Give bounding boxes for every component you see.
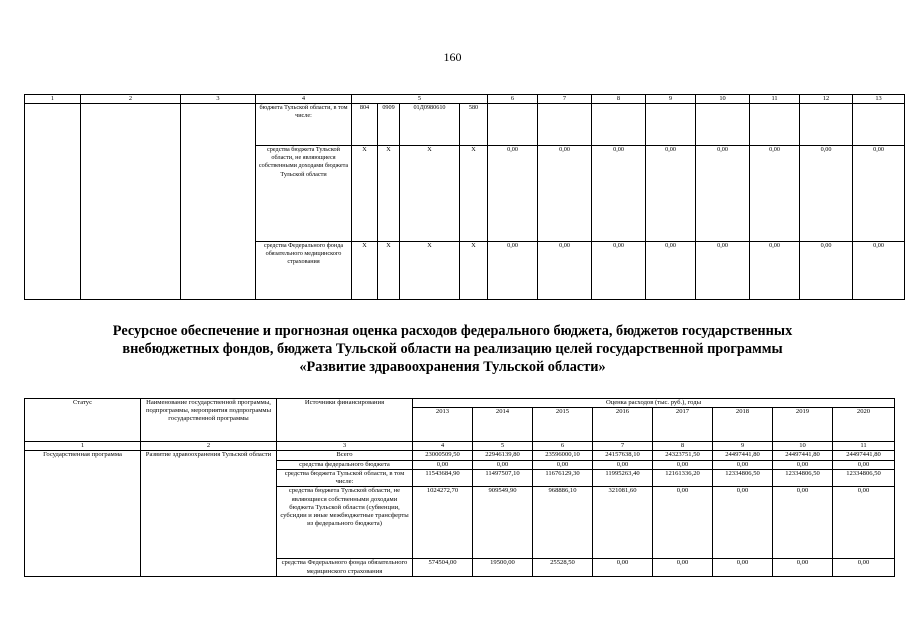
code-cell: X [378, 242, 400, 300]
value-cell [538, 104, 592, 146]
value-cell [592, 104, 646, 146]
code-cell: 580 [460, 104, 488, 146]
value-cell: 24497441,80 [713, 451, 773, 460]
year-header: 2020 [833, 408, 895, 442]
value-cell: 0,00 [773, 487, 833, 559]
source-cell: средства федерального бюджета [277, 460, 413, 469]
value-cell: 0,00 [833, 487, 895, 559]
program-name-cell: Развитие здравоохранения Тульской области [141, 451, 277, 576]
top-col-4: 4 [256, 95, 352, 104]
top-empty-cell [25, 104, 81, 300]
column-number: 6 [533, 442, 593, 451]
value-cell: 0,00 [750, 146, 800, 242]
top-col-5: 5 [352, 95, 488, 104]
value-cell [750, 104, 800, 146]
value-cell: 25528,50 [533, 559, 593, 576]
value-cell: 0,00 [413, 460, 473, 469]
code-cell: X [400, 242, 460, 300]
value-cell: 12334806,50 [773, 469, 833, 486]
value-cell: 0,00 [488, 242, 538, 300]
year-header: 2017 [653, 408, 713, 442]
year-header: 2014 [473, 408, 533, 442]
status-cell: Государственная программа [25, 451, 141, 576]
value-cell: 0,00 [713, 559, 773, 576]
heading-line-2: внебюджетных фондов, бюджета Тульской области на реализацию целей государственной программы [122, 341, 783, 357]
top-col-6: 6 [488, 95, 538, 104]
top-col-8: 8 [592, 95, 646, 104]
value-cell: 0,00 [653, 460, 713, 469]
code-cell: 01Д0980610 [400, 104, 460, 146]
year-header: 2018 [713, 408, 773, 442]
top-col-13: 13 [853, 95, 905, 104]
col-status-header: Статус [25, 399, 141, 442]
source-cell: Всего [277, 451, 413, 460]
value-cell: 574504,00 [413, 559, 473, 576]
top-col-7: 7 [538, 95, 592, 104]
value-cell: 0,00 [593, 460, 653, 469]
column-number: 8 [653, 442, 713, 451]
value-cell: 0,00 [750, 242, 800, 300]
value-cell: 0,00 [773, 460, 833, 469]
source-cell: средства Федерального фонда обязательного медицинского страхования [256, 242, 352, 300]
code-cell: X [460, 146, 488, 242]
table-row [25, 104, 905, 146]
value-cell: 321081,60 [593, 487, 653, 559]
value-cell: 0,00 [653, 487, 713, 559]
top-empty-cell [81, 104, 181, 300]
value-cell: 0,00 [488, 146, 538, 242]
source-cell: средства бюджета Тульской области, в том числе: [277, 469, 413, 486]
value-cell [853, 104, 905, 146]
source-cell: средства бюджета Тульской области, не являющиеся собственными доходами бюджета Тульской области [256, 146, 352, 242]
value-cell: 12334806,50 [833, 469, 895, 486]
value-cell [646, 104, 696, 146]
code-cell: X [460, 242, 488, 300]
code-cell: X [378, 146, 400, 242]
source-cell: средства бюджета Тульской области, не являющиеся собственными доходами бюджета Тульской области (субвенции, субсидии и иные межбюджетные трансферты из федерального бюджета) [277, 487, 413, 559]
value-cell [696, 104, 750, 146]
value-cell: 0,00 [592, 242, 646, 300]
value-cell: 23000509,50 [413, 451, 473, 460]
heading-line-1: Ресурсное обеспечение и прогнозная оценка расходов федерального бюджета, бюджетов государственных [112, 323, 793, 339]
value-cell: 22946139,80 [473, 451, 533, 460]
value-cell: 0,00 [713, 487, 773, 559]
value-cell: 0,00 [853, 146, 905, 242]
value-cell: 24497441,80 [833, 451, 895, 460]
value-cell: 12161336,20 [653, 469, 713, 486]
col-estimate-header: Оценка расходов (тыс. руб.), годы [413, 399, 895, 408]
resource-table-header-row [25, 399, 895, 408]
column-number: 1 [25, 442, 141, 451]
top-table [24, 94, 905, 300]
value-cell: 0,00 [833, 559, 895, 576]
year-header: 2019 [773, 408, 833, 442]
year-header: 2015 [533, 408, 593, 442]
value-cell: 0,00 [533, 460, 593, 469]
code-cell: 0909 [378, 104, 400, 146]
table-row [25, 451, 895, 460]
code-cell: X [352, 146, 378, 242]
top-table-header-row [25, 95, 905, 104]
top-col-1: 1 [25, 95, 81, 104]
value-cell: 0,00 [713, 460, 773, 469]
value-cell: 0,00 [538, 242, 592, 300]
column-number: 3 [277, 442, 413, 451]
col-source-header: Источники финансирования [277, 399, 413, 442]
top-col-12: 12 [800, 95, 853, 104]
value-cell: 23596000,10 [533, 451, 593, 460]
column-number: 9 [713, 442, 773, 451]
resource-table [24, 398, 895, 577]
top-col-2: 2 [81, 95, 181, 104]
value-cell: 0,00 [653, 559, 713, 576]
value-cell: 0,00 [853, 242, 905, 300]
value-cell [488, 104, 538, 146]
value-cell: 909549,90 [473, 487, 533, 559]
value-cell: 0,00 [473, 460, 533, 469]
value-cell: 0,00 [538, 146, 592, 242]
column-number: 5 [473, 442, 533, 451]
column-number: 11 [833, 442, 895, 451]
col-name-header: Наименование государственной программы, подпрограммы, мероприятия подпрограммы государственной программы [141, 399, 277, 442]
value-cell: 0,00 [646, 242, 696, 300]
code-cell: X [400, 146, 460, 242]
value-cell: 0,00 [646, 146, 696, 242]
value-cell: 0,00 [800, 242, 853, 300]
value-cell: 968886,10 [533, 487, 593, 559]
value-cell: 0,00 [696, 242, 750, 300]
column-numbers-row [25, 442, 895, 451]
column-number: 2 [141, 442, 277, 451]
top-empty-cell [181, 104, 256, 300]
top-col-11: 11 [750, 95, 800, 104]
code-cell: X [352, 242, 378, 300]
value-cell: 11995263,40 [593, 469, 653, 486]
value-cell: 0,00 [773, 559, 833, 576]
value-cell: 11497507,10 [473, 469, 533, 486]
value-cell: 24323751,50 [653, 451, 713, 460]
column-number: 4 [413, 442, 473, 451]
value-cell: 0,00 [833, 460, 895, 469]
value-cell: 11676129,30 [533, 469, 593, 486]
column-number: 7 [593, 442, 653, 451]
column-number: 10 [773, 442, 833, 451]
value-cell: 0,00 [592, 146, 646, 242]
source-cell: бюджета Тульской области, в том числе: [256, 104, 352, 146]
value-cell: 12334806,50 [713, 469, 773, 486]
top-col-3: 3 [181, 95, 256, 104]
value-cell: 24497441,80 [773, 451, 833, 460]
section-heading [0, 322, 905, 376]
code-cell: 804 [352, 104, 378, 146]
page-number: 160 [443, 50, 462, 64]
value-cell: 11543684,90 [413, 469, 473, 486]
value-cell [800, 104, 853, 146]
top-col-10: 10 [696, 95, 750, 104]
value-cell: 0,00 [696, 146, 750, 242]
value-cell: 0,00 [800, 146, 853, 242]
source-cell: средства Федерального фонда обязательного медицинского страхования [277, 559, 413, 576]
year-header: 2016 [593, 408, 653, 442]
value-cell: 19500,00 [473, 559, 533, 576]
value-cell: 1024272,70 [413, 487, 473, 559]
value-cell: 0,00 [593, 559, 653, 576]
value-cell: 24157638,10 [593, 451, 653, 460]
year-header: 2013 [413, 408, 473, 442]
heading-line-3: «Развитие здравоохранения Тульской области» [299, 359, 606, 375]
top-col-9: 9 [646, 95, 696, 104]
